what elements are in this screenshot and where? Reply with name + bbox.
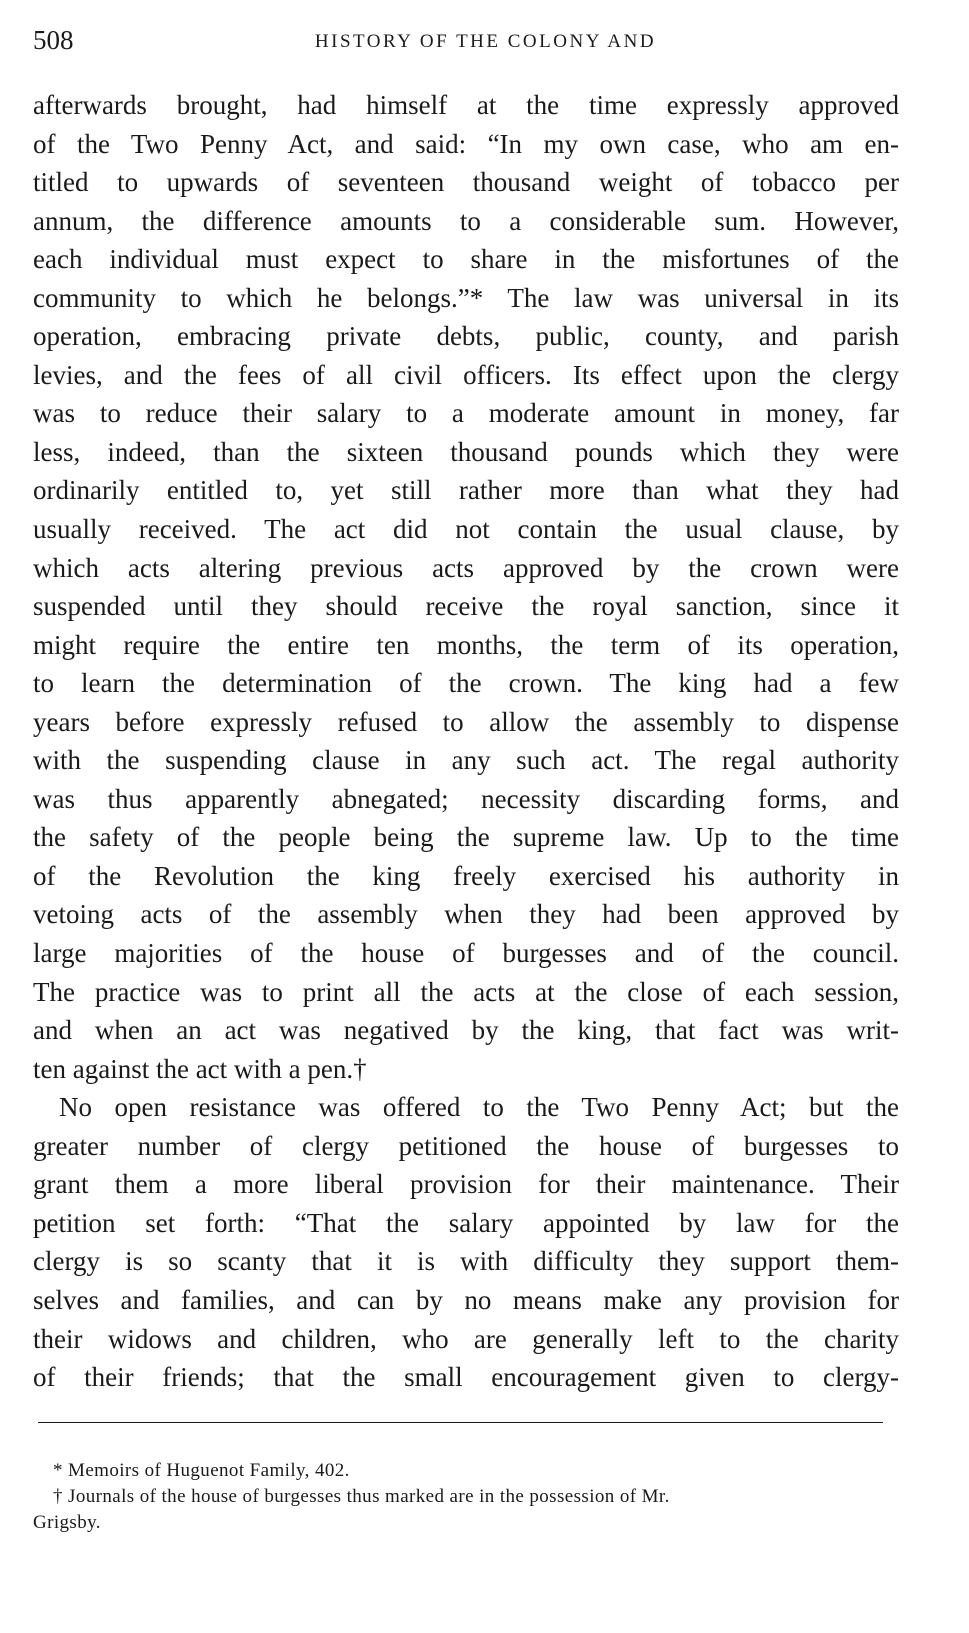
text-line: selves and families, and can by no means make any provision for	[33, 1284, 899, 1315]
text-line: titled to upwards of seventeen thousand weight of tobacco per	[33, 167, 899, 198]
text-line: ten against the act with a pen.†	[33, 1053, 367, 1084]
text-line: The practice was to print all the acts at the close of each session,	[33, 976, 899, 1007]
text-line: less, indeed, than the sixteen thousand pounds which they were	[33, 436, 899, 467]
text-line: of the Revolution the king freely exercised his authority in	[33, 860, 899, 891]
text-line: each individual must expect to share in the misfortunes of the	[33, 244, 899, 275]
footnote: † Journals of the house of burgesses thus marked are in the possession of Mr.	[53, 1486, 670, 1507]
text-line: grant them a more liberal provision for their maintenance. Their	[33, 1169, 899, 1200]
text-line: No open resistance was offered to the Two Penny Act; but the	[59, 1092, 899, 1123]
text-line: levies, and the fees of all civil officers. Its effect upon the clergy	[33, 359, 899, 390]
text-line: with the suspending clause in any such act. The regal authority	[33, 745, 899, 776]
text-line: their widows and children, who are generally left to the charity	[33, 1323, 899, 1354]
text-line: annum, the difference amounts to a considerable sum. However,	[33, 205, 899, 236]
text-line: ordinarily entitled to, yet still rather more than what they had	[33, 475, 899, 506]
text-line: was to reduce their salary to a moderate amount in money, far	[33, 398, 899, 429]
text-line: large majorities of the house of burgesses and of the council.	[33, 938, 899, 969]
text-line: operation, embracing private debts, public, county, and parish	[33, 321, 899, 352]
text-line: the safety of the people being the supreme law. Up to the time	[33, 822, 899, 853]
text-line: community to which he belongs.”* The law was universal in its	[33, 282, 899, 313]
text-line: vetoing acts of the assembly when they had been approved by	[33, 899, 899, 930]
text-line: afterwards brought, had himself at the time expressly approved	[33, 90, 899, 120]
text-line: of the Two Penny Act, and said: “In my own case, who am en-	[33, 128, 899, 159]
text-line: which acts altering previous acts approved by the crown were	[33, 552, 899, 583]
text-line: suspended until they should receive the royal sanction, since it	[33, 591, 899, 622]
text-line: might require the entire ten months, the term of its operation,	[33, 629, 899, 660]
text-line: usually received. The act did not contain the usual clause, by	[33, 514, 899, 545]
text-line: years before expressly refused to allow the assembly to dispense	[33, 706, 899, 737]
body-text	[33, 86, 899, 1397]
text-line: clergy is so scanty that it is with difficulty they support them-	[33, 1246, 899, 1277]
text-line: of their friends; that the small encouragement given to clergy-	[33, 1362, 899, 1393]
text-line: and when an act was negatived by the king, that fact was writ-	[33, 1015, 899, 1046]
footnote: * Memoirs of Huguenot Family, 402.	[53, 1460, 350, 1481]
text-line: greater number of clergy petitioned the house of burgesses to	[33, 1130, 899, 1161]
text-line: was thus apparently abnegated; necessity discarding forms, and	[33, 783, 899, 814]
running-head: HISTORY OF THE COLONY AND	[314, 31, 657, 52]
page-number: 508	[33, 25, 74, 55]
footnote-continuation: Grigsby.	[33, 1512, 101, 1533]
footnote-divider	[38, 1422, 883, 1423]
text-line: petition set forth: “That the salary appointed by law for the	[33, 1207, 899, 1238]
footnotes	[33, 1458, 899, 1536]
text-line: to learn the determination of the crown. The king had a few	[33, 668, 899, 699]
page-header	[33, 22, 898, 62]
